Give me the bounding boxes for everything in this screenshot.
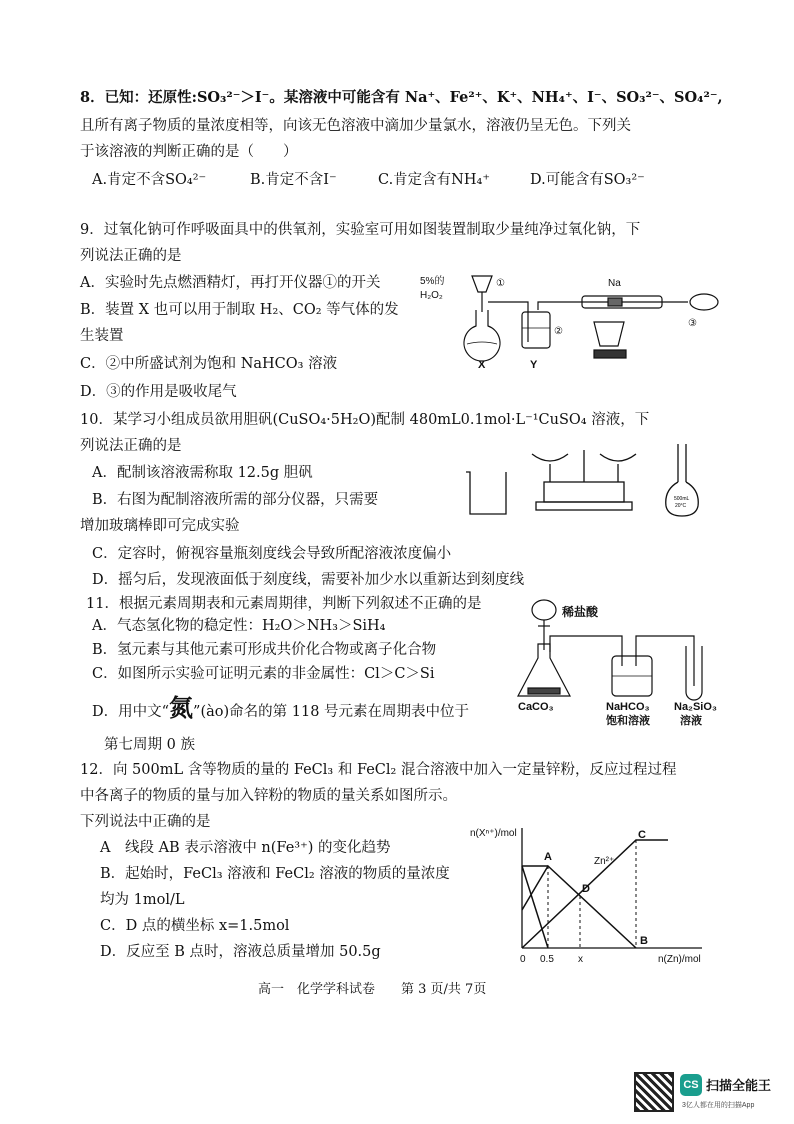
q9-apparatus-figure — [418, 262, 730, 374]
q8-option-a: A.肯定不含SO₄²⁻ — [92, 172, 207, 188]
q11-option-d-prefix: D．用中文“ — [92, 704, 170, 720]
q8-option-c: C.肯定含有NH₄⁺ — [378, 172, 490, 188]
q9-fig-label-1: ① — [496, 278, 505, 289]
q10-stem-line-2: 列说法正确的是 — [80, 438, 182, 454]
graph-x-axis-label: n(Zn)/mol — [658, 954, 701, 965]
q12-stem-line-2: 中各离子的物质的量与加入锌粉的物质的量关系如图所示。 — [80, 788, 457, 804]
graph-guides — [548, 840, 636, 948]
q9-fig-h2o2-formula: H₂O₂ — [420, 290, 443, 301]
q11-fig-acid-label: 稀盐酸 — [562, 605, 599, 619]
q9-stem-line-2: 列说法正确的是 — [80, 248, 182, 264]
tick-0-5: 0.5 — [540, 954, 554, 965]
q9-fig-tubes — [488, 302, 688, 310]
q10-option-d: D．摇匀后，发现液面低于刻度线，需要补加少水以重新达到刻度线 — [92, 572, 525, 588]
point-d: D — [582, 883, 590, 895]
q12-option-d: D．反应至 B 点时，溶液总质量增加 50.5g — [100, 944, 381, 960]
drying-tube-3 — [690, 294, 718, 310]
q9-stem-line-1: 9．过氧化钠可作呼吸面具中的供氧剂，实验室可用如图装置制取少量纯净过氧化钠，下 — [80, 222, 641, 238]
q12-graph — [470, 818, 718, 970]
qr-code-icon — [634, 1072, 674, 1112]
q9-fig-label-3: ③ — [688, 318, 697, 329]
zn-ion-label: Zn²⁺ — [594, 856, 615, 867]
q11-option-d-line-1 — [92, 693, 470, 722]
q8-stem-line-3: 于该溶液的判断正确的是（ ） — [80, 144, 298, 160]
q9-fig-na-label: Na — [608, 278, 621, 289]
q9-fig-y-label: Y — [530, 359, 538, 371]
q11-fig-na2sio3: Na₂SiO₃ — [674, 701, 717, 713]
separatory-funnel-icon — [532, 600, 556, 650]
q11-fig-saturated: 饱和溶液 — [606, 715, 650, 727]
tick-x: x — [578, 954, 583, 965]
q9-fig-h2o2-label: 5%的 — [420, 276, 445, 287]
q9-fig-x-label: X — [478, 359, 486, 371]
q10-option-a: A．配制该溶液需称取 12.5g 胆矾 — [92, 465, 313, 481]
q8-stem-line-2: 且所有离子物质的量浓度相等，向该无色溶液中滴加少量氯水，溶液仍呈无色。下列关 — [80, 118, 631, 134]
q12-option-c: C．D 点的横坐标 x=1.5mol — [100, 918, 290, 934]
flask-volume-label: 500mL — [674, 496, 690, 502]
beaker-icon — [466, 472, 506, 514]
point-c: C — [638, 829, 646, 841]
line-fe-ion — [522, 866, 636, 948]
page-footer: 高一 化学学科试卷 第 3 页/共 7页 — [258, 982, 487, 997]
q10-option-b-line-1: B．右图为配制溶液所需的部分仪器，只需要 — [92, 492, 379, 508]
q11-element-char: 氮 — [169, 693, 194, 722]
q11-option-b: B．氢元素与其他元素可形成共价化合物或离子化合物 — [92, 642, 437, 658]
q9-fig-label-2: ② — [554, 326, 563, 337]
graph-y-axis-label: n(Xⁿ⁺)/mol — [470, 828, 517, 839]
q11-apparatus-figure — [514, 596, 732, 734]
q10-option-c: C．定容时，俯视容量瓶刻度线会导致所配溶液浓度偏小 — [92, 546, 452, 562]
q12-option-b-line-2: 均为 1mol/L — [100, 892, 185, 908]
conical-flask-icon — [518, 644, 570, 696]
q8-option-d: D.可能含有SO₃²⁻ — [530, 172, 645, 188]
combustion-tube — [582, 296, 662, 358]
q11-fig-nahco3: NaHCO₃ — [606, 701, 650, 713]
q10-instruments-figure — [462, 442, 722, 522]
q9-option-b-line-2: 生装置 — [80, 328, 124, 344]
point-a: A — [544, 851, 552, 863]
q11-fig-caco3: CaCO₃ — [518, 701, 554, 713]
flask-temp-label: 20°C — [675, 503, 687, 509]
balance-scale-icon — [532, 450, 636, 510]
q10-option-b-line-2: 增加玻璃棒即可完成实验 — [80, 518, 240, 534]
q9-option-c: C．②中所盛试剂为饱和 NaHCO₃ 溶液 — [80, 356, 338, 372]
tick-0: 0 — [520, 954, 526, 965]
apparatus-x-flask — [464, 276, 500, 361]
q11-option-d-line-2: 第七周期 0 族 — [104, 737, 195, 753]
q8-option-b: B.肯定不含I⁻ — [250, 172, 337, 188]
q12-option-b-line-1: B．起始时，FeCl₃ 溶液和 FeCl₂ 溶液的物质的量浓度 — [100, 866, 450, 882]
camscanner-logo: CS — [680, 1074, 702, 1096]
apparatus-y-washing-bottle — [522, 310, 550, 348]
washing-bottle-icon — [612, 656, 652, 696]
brand-tagline: 3亿人都在用的扫描App — [682, 1102, 755, 1109]
q11-fig-solution: 溶液 — [680, 715, 702, 727]
q9-option-a: A．实验时先点燃酒精灯，再打开仪器①的开关 — [80, 275, 381, 291]
q11-fig-tubes — [550, 636, 694, 686]
q9-option-b-line-1: B．装置 X 也可以用于制取 H₂、CO₂ 等气体的发 — [80, 302, 399, 318]
q12-option-a: A 线段 AB 表示溶液中 n(Fe³⁺) 的变化趋势 — [100, 840, 391, 856]
q11-option-a: A．气态氢化物的稳定性：H₂O＞NH₃＞SiH₄ — [92, 618, 386, 634]
q10-stem-line-1: 10．某学习小组成员欲用胆矾(CuSO₄·5H₂O)配制 480mL0.1mol·L⁻¹CuSO₄ 溶液，下 — [80, 412, 650, 428]
point-b: B — [640, 935, 648, 947]
q11-stem: 11．根据元素周期表和元素周期律，判断下列叙述不正确的是 — [86, 596, 482, 612]
q11-option-d-suffix: ”(ào)命名的第 118 号元素在周期表中位于 — [193, 704, 470, 720]
q9-option-d: D．③的作用是吸收尾气 — [80, 384, 237, 400]
q8-stem-line-1: 8．已知：还原性:SO₃²⁻＞I⁻。某溶液中可能含有 Na⁺、Fe²⁺、K⁺、NH₄⁺、I⁻、SO₃²⁻、SO₄²⁻, — [80, 89, 723, 106]
q12-stem-line-3: 下列说法中正确的是 — [80, 814, 211, 830]
q12-stem-line-1: 12．向 500mL 含等物质的量的 FeCl₃ 和 FeCl₂ 混合溶液中加入一定量锌粉，反应过程过程 — [80, 762, 677, 778]
graph-axes — [522, 828, 702, 948]
q11-option-c: C．如图所示实验可证明元素的非金属性：Cl＞C＞Si — [92, 666, 435, 682]
brand-name: 扫描全能王 — [706, 1078, 772, 1093]
